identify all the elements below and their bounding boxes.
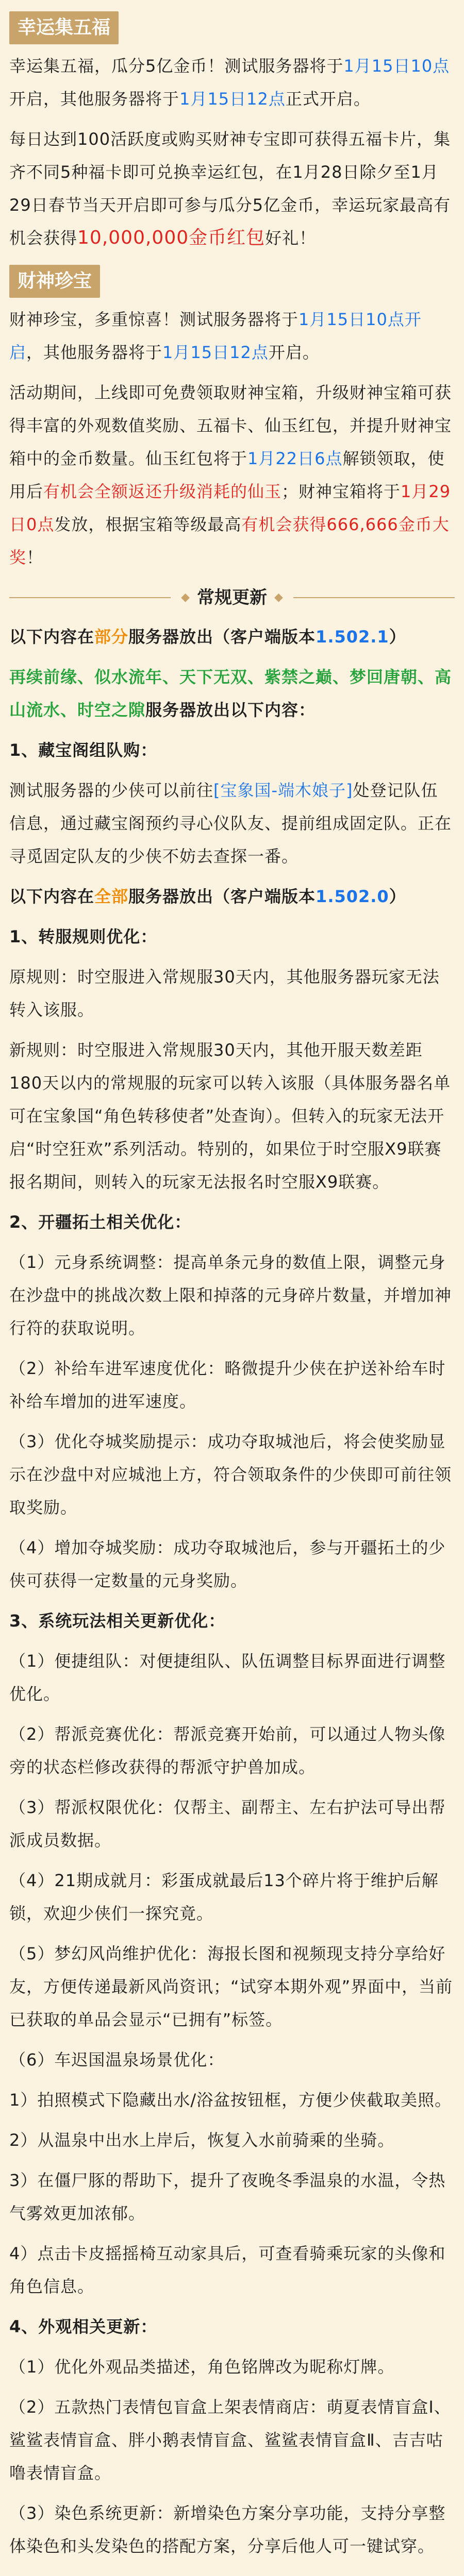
list-item: 3）在僵尸豚的帮助下，提升了夜晚冬季温泉的水温，令热气雾效更加浓郁。 xyxy=(9,2171,446,2223)
text-fragment: 原规则：时空服进入常规服30天内，其他服务器玩家无法转入该服。 xyxy=(9,967,440,1020)
text-fragment: ） xyxy=(389,627,406,647)
wufu-paragraph-2 xyxy=(9,123,455,255)
text-fragment: 开启。 xyxy=(268,343,320,362)
text-fragment: 好礼！ xyxy=(265,228,317,248)
text-fragment: 以下内容在 xyxy=(9,887,95,906)
text-fragment: 正式开启。 xyxy=(285,89,371,109)
divider-title: 常规更新 xyxy=(197,587,267,608)
list-item: 1）拍照模式下隐藏出水/浴盆按钮框，方便少侠截取美照。 xyxy=(9,2090,452,2110)
heading-expansion: 2、开疆拓土相关优化： xyxy=(9,1212,192,1232)
text-fragment: ） xyxy=(389,887,406,906)
text-fragment: 新规则：时空服进入常规服30天内，其他开服天数差距180天以内的常规服的玩家可以转入该服（具体服务器名单可在宝象国“角色转移使者”处查询）。但转入的玩家无法开启“时空狂欢”系列活动。特别的，如果位于时空服X9联赛报名期间，则转入的玩家无法报名时空服X9联赛。 xyxy=(9,1040,451,1192)
update-divider xyxy=(9,581,455,614)
text-fragment: 测试服务器的少侠可以前往 xyxy=(9,781,214,800)
text-fragment: 10,000,000金币红包 xyxy=(77,227,266,248)
diamond-icon: ◆ xyxy=(181,591,190,604)
list-item: 2）从温泉中出水上岸后，恢复入水前骑乘的坐骑。 xyxy=(9,2130,395,2150)
text-fragment: 每日达到100活跃度或购买财神专宝即可获得五福卡片，集齐不同5种福卡即可兑换幸运红包，在1月28日除夕至1月29日春节当天开启即可参与瓜分5亿金币，幸运玩家最高有机会获得 xyxy=(9,129,451,248)
text-fragment: ，其他服务器将于 xyxy=(26,343,163,362)
list-item: （1）便捷组队：对便捷组队、队伍调整目标界面进行调整优化。 xyxy=(9,1651,446,1704)
text-fragment: 1.502.0 xyxy=(316,887,389,906)
text-fragment: 处登记队伍信息，通过藏宝阁预约寻心仪队友、提前组成固定队。正在寻觅固定队友的少侠不妨去查探一番。 xyxy=(9,781,452,866)
text-fragment: 1月15日10点 xyxy=(343,56,450,76)
text-fragment: 幸运集五福，瓜分5亿金币！测试服务器将于 xyxy=(9,56,344,76)
list-item: （3）染色系统更新：新增染色方案分享功能，支持分享整体染色和头发染色的搭配方案，分享后他人可一键试穿。 xyxy=(9,2503,446,2556)
text-fragment: 开启，其他服务器将于 xyxy=(9,89,180,109)
text-fragment: 1月15日12点 xyxy=(179,89,286,109)
list-item: （4）21期成就月：彩蛋成就最后13个碎片将于维护后解锁，欢迎少侠们一探究竟。 xyxy=(9,1871,439,1923)
transfer-old-rule xyxy=(9,960,455,1026)
system-list xyxy=(9,1645,455,2303)
list-item: （2）补给车进军速度优化：略微提升少侠在护送补给车时补给车增加的进军速度。 xyxy=(9,1359,446,1411)
list-item: （1）元身系统调整：提高单条元身的数值上限，调整元身在沙盘中的挑战次数上限和掉落的元身碎片数量，并增加神行符的获取说明。 xyxy=(9,1252,452,1338)
text-fragment: 解锁领取，使用后 xyxy=(9,449,445,501)
text-fragment: 1月29日0点 xyxy=(9,482,451,534)
list-item: 4）点击卡皮摇摇椅互动家具后，可查看骑乘玩家的头像和角色信息。 xyxy=(9,2244,446,2296)
wufu-paragraph-1 xyxy=(9,49,455,115)
text-fragment: 1.502.1 xyxy=(316,627,389,647)
text-fragment: 发放，根据宝箱等级最高 xyxy=(54,515,242,534)
list-item: （3）帮派权限优化：仅帮主、副帮主、左右护法可导出帮派成员数据。 xyxy=(9,1798,446,1850)
caishen-paragraph-1 xyxy=(9,303,455,369)
text-fragment: 全部 xyxy=(94,887,129,906)
list-item: （3）优化夺城奖励提示：成功夺取城池后，将会使奖励显示在沙盘中对应城池上方，符合领取条件的少侠即可前往领取奖励。 xyxy=(9,1432,452,1517)
section-header-caishen: 财神珍宝 xyxy=(9,265,100,298)
text-fragment: 服务器放出（客户端版本 xyxy=(128,887,316,906)
section-header-wufu: 幸运集五福 xyxy=(9,11,119,44)
heading-system: 3、系统玩法相关更新优化： xyxy=(9,1611,226,1631)
text-fragment: 财神珍宝，多重惊喜！测试服务器将于 xyxy=(9,310,299,329)
list-item: （6）车迟国温泉场景优化： xyxy=(9,2050,225,2070)
text-fragment: 再续前缘、似水流年、天下无双、紫禁之巅、梦回唐朝、高山流水、时空之隙 xyxy=(9,667,452,720)
text-fragment: 服务器放出以下内容： xyxy=(145,700,316,720)
text-fragment: ！ xyxy=(26,548,44,567)
text-fragment: 有机会全额返还升级消耗的仙玉 xyxy=(43,482,282,501)
text-fragment: 1月15日10点开启 xyxy=(9,310,422,362)
list-item: （2）五款热门表情包盲盒上架表情商店：萌夏表情盲盒Ⅰ、鲨鲨表情盲盒、胖小鹅表情盲盒、鲨鲨表情盲盒Ⅱ、吉吉咕噜表情盲盒。 xyxy=(9,2397,451,2483)
heading-appearance: 4、外观相关更新： xyxy=(9,2317,158,2336)
divider-line-right xyxy=(293,597,455,598)
text-fragment: 以下内容在 xyxy=(9,627,95,647)
diamond-icon: ◆ xyxy=(274,591,283,604)
server-list-line xyxy=(9,660,455,726)
expansion-list xyxy=(9,1246,455,1597)
text-fragment: 部分 xyxy=(94,627,129,647)
cbg-paragraph xyxy=(9,774,455,873)
text-fragment: 1月22日6点 xyxy=(247,449,343,468)
text-fragment: 有机会获得666,666金币大奖 xyxy=(9,515,450,567)
appearance-list xyxy=(9,2350,455,2563)
text-fragment: 1月15日12点 xyxy=(162,343,269,362)
list-item: （5）梦幻风尚维护优化：海报长图和视频现支持分享给好友，方便传递最新风尚资讯；“试穿本期外观”界面中，当前已获取的单品会显示“已拥有”标签。 xyxy=(9,1944,453,2029)
text-fragment: 服务器放出（客户端版本 xyxy=(128,627,316,647)
list-item: （4）增加夺城奖励：成功夺取城池后，参与开疆拓土的少侠可获得一定数量的元身奖励。 xyxy=(9,1538,446,1590)
list-item: （1）优化外观品类描述，角色铭牌改为昵称灯牌。 xyxy=(9,2357,395,2377)
divider-line-left xyxy=(9,597,171,598)
text-fragment: ；财神宝箱将于 xyxy=(281,482,401,501)
list-item: （2）帮派竞赛优化：帮派竞赛开始前，可以通过人物头像旁的状态栏修改获得的帮派守护兽加成。 xyxy=(9,1724,446,1777)
all-servers-line xyxy=(9,880,455,913)
transfer-new-rule xyxy=(9,1033,455,1198)
text-fragment: 活动期间，上线即可免费领取财神宝箱，升级财神宝箱可获得丰富的外观数值奖励、五福卡、仙玉红包，并提升财神宝箱中的金币数量。仙玉红包将于 xyxy=(9,383,452,468)
partial-servers-line xyxy=(9,620,455,653)
text-fragment: [宝象国-端木娘子] xyxy=(213,781,353,800)
caishen-paragraph-2 xyxy=(9,376,455,574)
heading-transfer: 1、转服规则优化： xyxy=(9,927,158,946)
heading-cbg: 1、藏宝阁组队购： xyxy=(9,740,158,760)
